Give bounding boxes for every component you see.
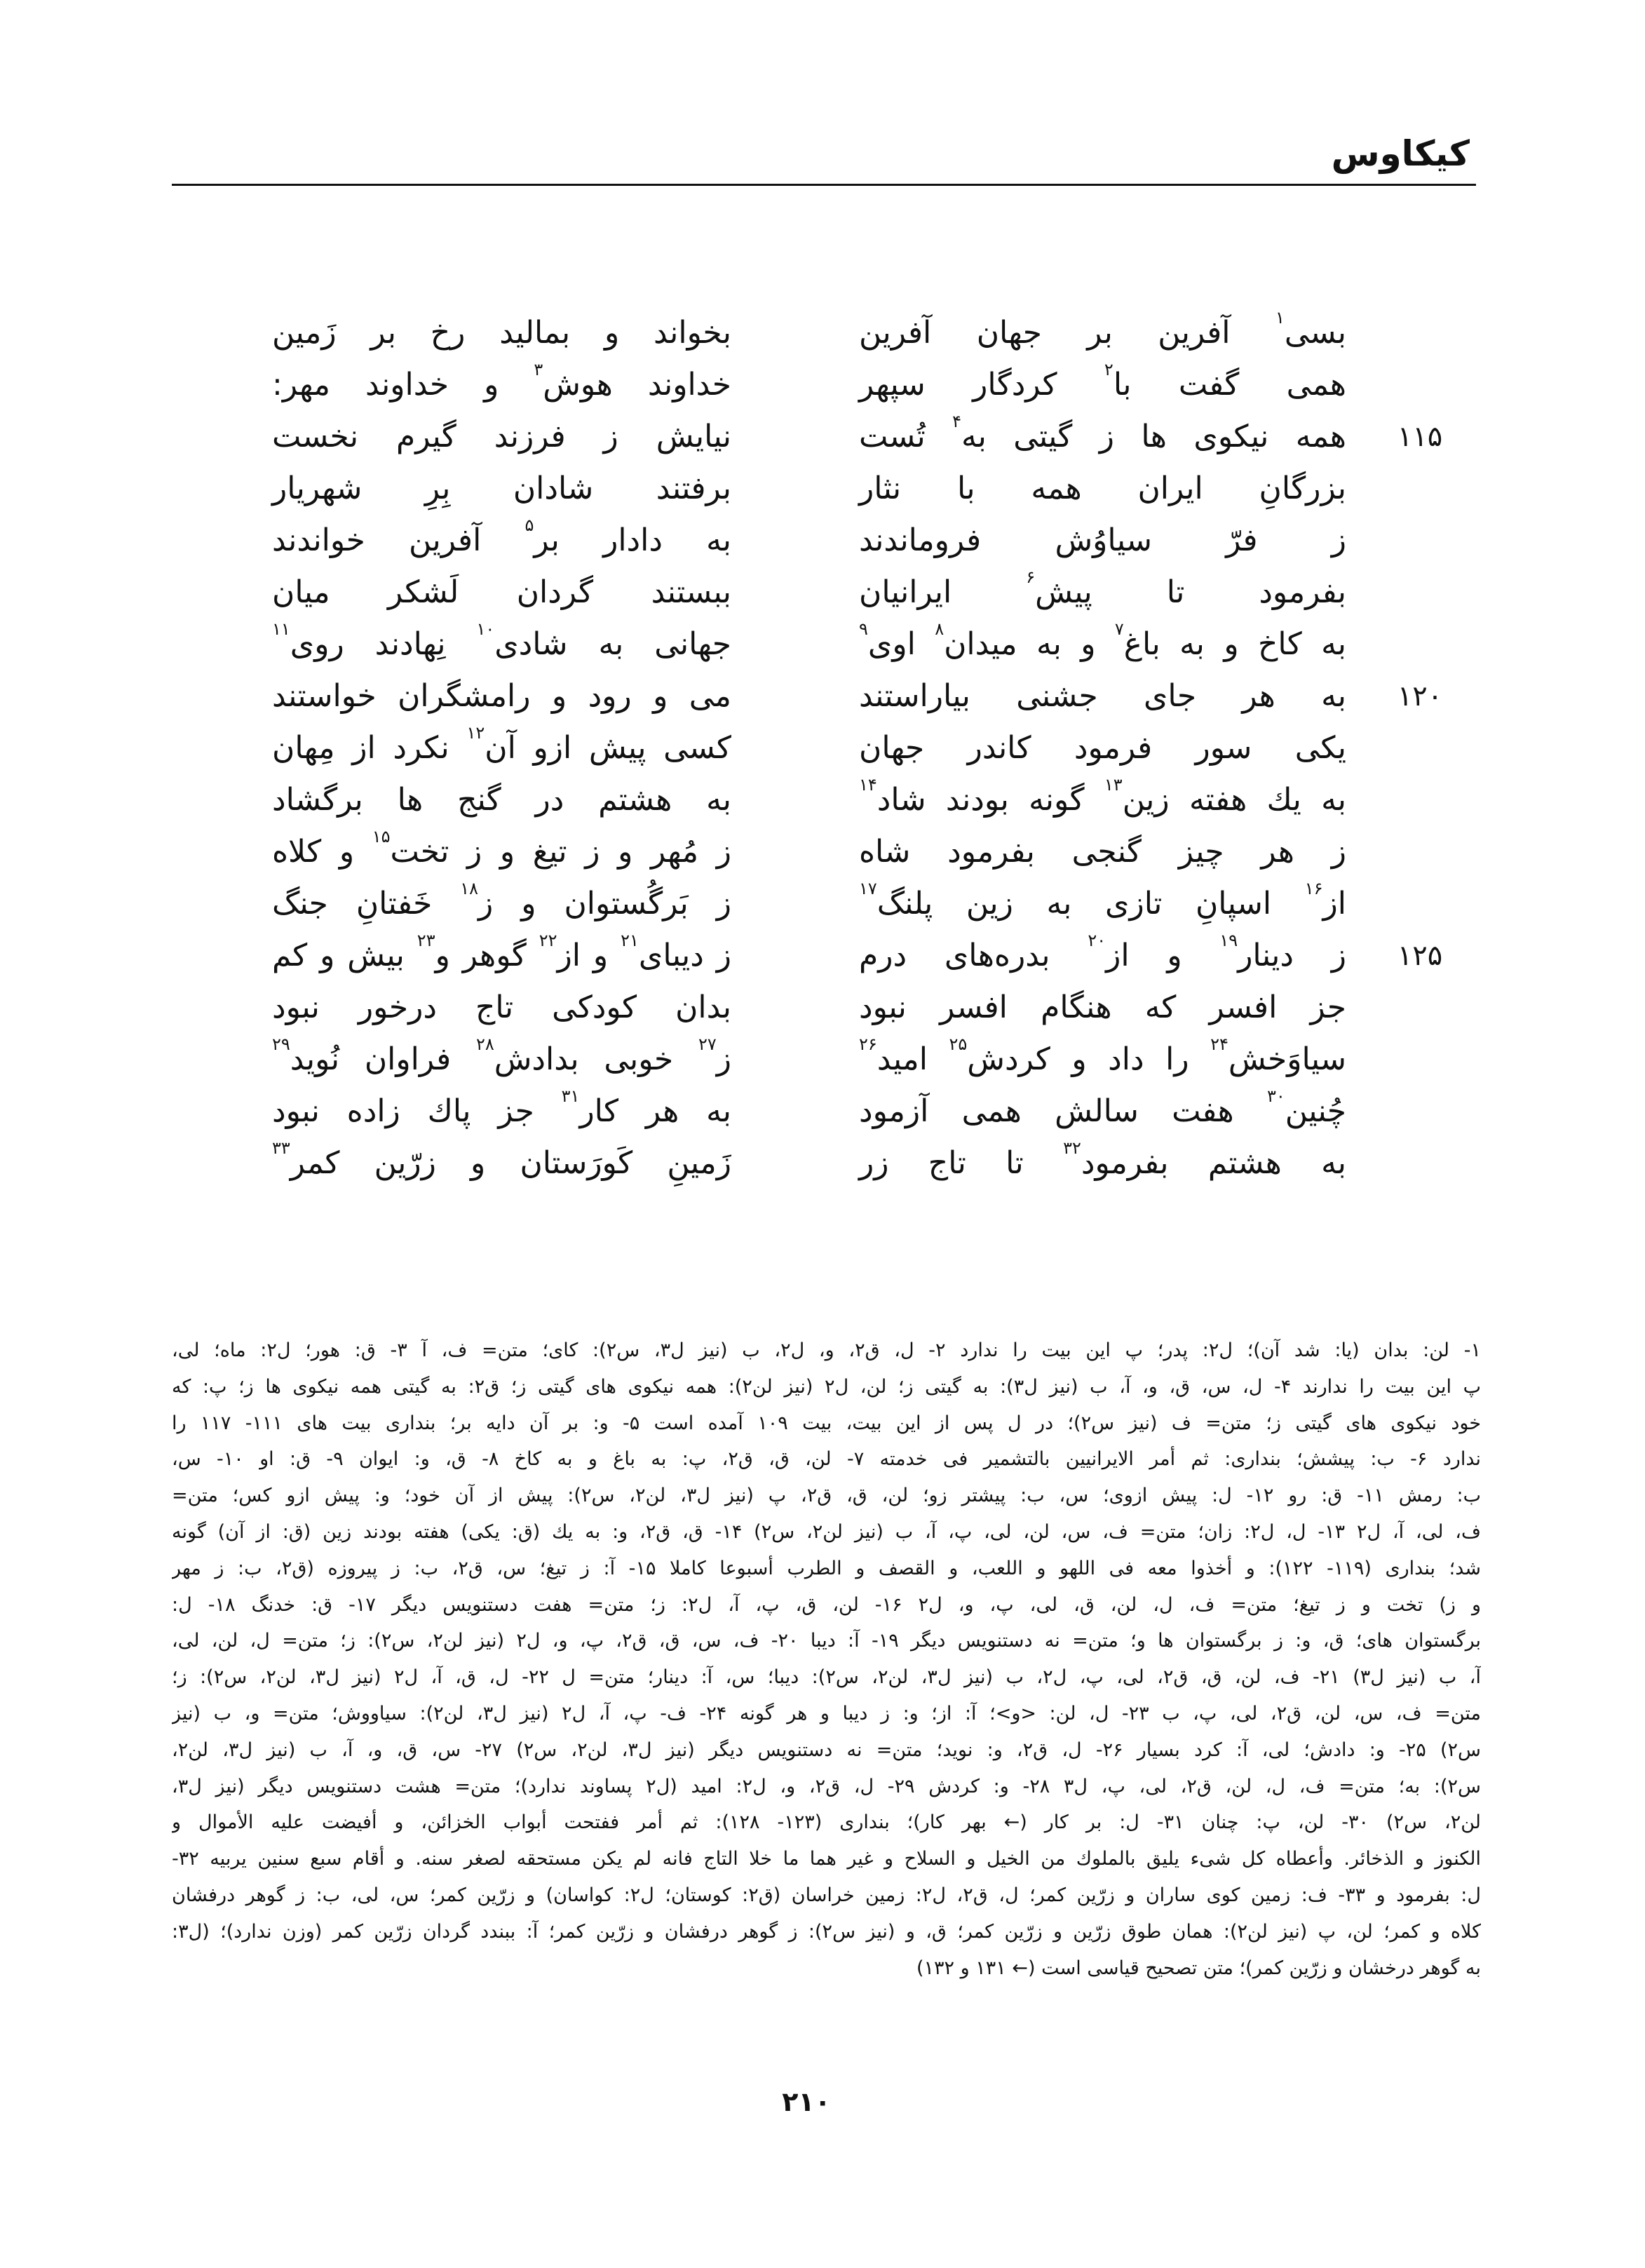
footnotes	[172, 1332, 1481, 1986]
verse-text: به هر کار	[579, 1093, 731, 1129]
footnote-marker: ۲۶	[859, 1034, 877, 1054]
footnote-line: خود نیکوی های گیتی ز؛ متن= ف (نیز س۲)؛ در ل پس از این بیت، بیت ۱۰۹ آمده است ۵- و: بر آن دایه بر؛ بنداری بیت های ۱۱۱- ۱۱۷ را	[172, 1412, 1481, 1434]
footnote-line: ف، لی، آ، ل۲ ۱۳- ل، ل۲: زان؛ متن= ف، س، لن، لی، پ، آ، ب (نیز لن۲، س۲) ۱۴- ق، ق۲، و: به یك (ق: یکی) هفته بودند زین (ق: از آن) گونه	[172, 1520, 1481, 1543]
verse-text: بدان کودکی تاج درخور نبود	[272, 990, 731, 1025]
verse-row	[0, 307, 1645, 359]
verse-text: از	[1322, 886, 1346, 922]
footnote-marker: ۲۷	[698, 1034, 717, 1054]
verse-text: بفرمود تا پیش	[1035, 574, 1347, 610]
verse-row	[0, 359, 1645, 411]
verse-text: اوی	[867, 626, 935, 662]
footnote-line: ندارد ۶- ب: پیشش؛ بنداری: ثم أمر الایرانیین بالتشمیر فی خدمته ۷- لن، ق، ق۲، پ: به باغ و به کاخ ۸- ق، و: ایوان ۹- ق: او ۱۰- س،	[172, 1448, 1481, 1471]
verse-text: تُست	[859, 419, 953, 454]
footnote-marker: ۳۰	[1266, 1086, 1285, 1106]
verse-text: و از	[1106, 938, 1220, 973]
footnote-marker: ۶	[1026, 567, 1036, 587]
footnote-line: ۱- لن: بدان (یا: شد آن)؛ ل۲: پدر؛ پ این بیت را ندارد ۲- ل، ق۲، و، ل۲، ب (نیز ل۳، س۲): کای؛ متن= ف، آ ۳- ق: هور؛ ل۲: ماه؛ لی،	[172, 1339, 1481, 1361]
first-hemistich	[859, 515, 1346, 567]
verse-text: نکرد از مِهان	[272, 730, 467, 766]
verse-text: هفت سالش همی آزمود	[859, 1093, 1267, 1129]
first-hemistich	[859, 619, 1346, 670]
footnote-line: لن۲، س۲) ۳۰- لن، پ: چنان ۳۱- ل: بر کار (← بهر کار)؛ بنداری (۱۲۳- ۱۲۸): ثم أمر ففتحت أبواب الخزائن، و أفیضت علیه الأموال و	[172, 1811, 1481, 1834]
verse-text: خوبی بدادش	[494, 1041, 698, 1077]
first-hemistich	[859, 567, 1346, 619]
footnote-marker: ۴	[952, 412, 961, 431]
verse-row	[0, 930, 1645, 982]
verse-text: سیاوَخش	[1228, 1041, 1347, 1077]
footnote-marker: ۱۹	[1219, 931, 1238, 950]
footnote-marker: ۲۲	[539, 931, 557, 950]
footnote-marker: ۳۱	[561, 1086, 580, 1106]
first-hemistich	[859, 982, 1346, 1034]
verse-row	[0, 567, 1645, 619]
second-hemistich	[272, 878, 731, 930]
second-hemistich	[272, 1086, 731, 1138]
verse-text: تا تاج زر	[859, 1145, 1064, 1181]
footnote-line: به گوهر درخشان و زرّین کمر)؛ متن تصحیح قیاسی است (← ۱۳۱ و ۱۳۲)	[916, 1957, 1481, 1979]
verse-row	[0, 826, 1645, 878]
verse-text: به دادار بر	[534, 522, 731, 558]
footnote-marker: ۲۹	[272, 1034, 290, 1054]
footnote-line: ل: بفرمود و ۳۳- ف: زمین کوی ساران و زرّین کمر؛ ل، ق۲، ل۲: زمین خراسان (ق۲: کوستان؛ ل۲: کواسان) و زرّین کمر؛ س، لی، ب: ز گوهر درفشان	[172, 1884, 1481, 1906]
footnote-marker: ۳۲	[1063, 1138, 1081, 1158]
verse-text: و خداوند مهر:	[272, 367, 534, 403]
first-hemistich	[859, 878, 1346, 930]
verse-text: کردگار سپهر	[859, 367, 1104, 403]
verse-text: اسپانِ تازی به زین پلنگ	[876, 886, 1305, 922]
footnote-marker: ۱۷	[859, 879, 877, 898]
verse-row	[0, 774, 1645, 826]
second-hemistich	[272, 307, 731, 359]
verse-text: فراوان نُوید	[290, 1041, 476, 1077]
footnote-marker: ۱۵	[372, 827, 391, 846]
verse-text: جز افسر که هنگام افسر نبود	[859, 990, 1346, 1025]
verse-text: خَفتانِ جنگ	[272, 886, 461, 922]
second-hemistich	[272, 930, 731, 982]
verse-text: ببستند گردان لَشکر میان	[272, 574, 731, 610]
second-hemistich	[272, 1034, 731, 1086]
verse-text: به یك هفته زین	[1122, 782, 1346, 818]
footnote-line: س۲) ۲۵- و: دادش؛ لی، آ: کرد بسیار ۲۶- ل، ق۲، و: نوید؛ متن= نه دستنویس دیگر (نیز ل۳، لن۲، س۲) ۲۷- س، ق، و، آ، ب (نیز ل۳، لن۲،	[172, 1739, 1481, 1761]
verse-text: برفتند شادان بِرِ شهریار	[272, 471, 731, 506]
footnote-marker: ۳۳	[272, 1138, 290, 1158]
verse-text: ز دیبای	[638, 938, 731, 973]
footnote-marker: ۱	[1275, 308, 1285, 328]
footnote-marker: ۱۱	[272, 619, 290, 639]
second-hemistich	[272, 722, 731, 774]
verse-text: ز فرّ سیاوُش فروماندند	[859, 522, 1346, 558]
footnote-marker: ۱۳	[1104, 775, 1123, 795]
footnote-marker: ۲۵	[949, 1034, 968, 1054]
footnote-marker: ۱۸	[460, 879, 479, 898]
first-hemistich	[859, 930, 1346, 982]
verse-line-number: ۱۱۵	[1397, 421, 1443, 453]
verse-text: بیش و کم	[272, 938, 417, 973]
footnote-line: الکنوز و الذخائر. وأعطاه کل شیء یلیق بالملوك من الخیل و السلاح و غیر هما ما خلا التاج فانه لم یکن مستحقه لصغر سنه. و أقام سبع سنین یربیه ۳۲-	[172, 1848, 1481, 1870]
verse-text: زَمینِ کَورَستان و زرّین کمر	[290, 1145, 731, 1181]
footnote-marker: ۸	[935, 619, 945, 639]
first-hemistich	[859, 1138, 1346, 1189]
verse-text: را داد و کردش	[967, 1041, 1211, 1077]
verse-row	[0, 1086, 1645, 1138]
verse-row	[0, 878, 1645, 930]
verse-text: ز هر چیز گنجی بفرمود شاه	[859, 834, 1346, 870]
second-hemistich	[272, 982, 731, 1034]
verse-text: جهانی به شادی	[494, 626, 732, 662]
verse-text: بخواند و بمالید رخ بر زَمین	[272, 315, 731, 351]
verse-text: چُنین	[1285, 1093, 1346, 1129]
verse-text: یکی سور فرمود کاندر جهان	[859, 730, 1346, 766]
verse-text: نیایش ز فرزند گیرم نخست	[272, 419, 731, 454]
first-hemistich	[859, 1086, 1346, 1138]
verse-text: ز دینار	[1238, 938, 1346, 973]
verse-text: جز پاك زاده نبود	[272, 1093, 562, 1129]
verse-text: ز	[716, 1041, 731, 1077]
footnote-marker: ۵	[524, 515, 534, 535]
footnote-line: کلاه و کمر؛ لن، پ (نیز لن۲): همان طوق زرّین و زرّین کمر؛ ق، و (نیز س۲): ز گوهر درفشان و زرّین کمر؛ آ: ببندد گردان زرّین کمر (وزن ندارد)؛ (ل۳:	[172, 1920, 1481, 1943]
verse-row	[0, 982, 1645, 1034]
verse-text: و از	[557, 938, 621, 973]
second-hemistich	[272, 567, 731, 619]
second-hemistich	[272, 359, 731, 411]
footnote-line: ب: رمش ۱۱- ق: رو ۱۲- ل: پیش ازوی؛ س، ب: پیشتر زو؛ لن، ق، ق۲، پ (نیز ل۳، لن۲، س۲): پیش از آن خود؛ و: پیش ازو کس؛ متن=	[172, 1485, 1481, 1507]
verse-row	[0, 722, 1645, 774]
page-number: ۲۱۰	[782, 2086, 831, 2117]
footnote-marker: ۲۳	[417, 931, 435, 950]
verse-text: همی گفت با	[1113, 367, 1346, 403]
footnote-marker: ۳	[534, 360, 543, 379]
verse-text: ایرانیان	[859, 574, 1027, 610]
second-hemistich	[272, 463, 731, 515]
verse-text: گوهر و	[435, 938, 539, 973]
footnote-marker: ۱۶	[1304, 879, 1323, 898]
second-hemistich	[272, 619, 731, 670]
footnote-marker: ۲	[1104, 360, 1113, 379]
verse-text: ز بَرگُستوان و ز	[478, 886, 731, 922]
verse-text: به کاخ و به باغ	[1123, 626, 1346, 662]
verse-text: می و رود و رامشگران خواستند	[272, 678, 731, 714]
verse-text: به هشتم بفرمود	[1081, 1145, 1346, 1181]
second-hemistich	[272, 670, 731, 722]
footnote-line: شد؛ بنداری (۱۱۹- ۱۲۲): و أخذوا معه فی اللهو و اللعب، و القصف و الطرب أسبوعا کاملا ۱۵- آ: ز تیغ؛ س، ق۲، ب: ز پیروزه (ق۲، ب: ز مهر	[172, 1557, 1481, 1579]
verse-text: و کلاه	[272, 834, 372, 870]
verse-text: و به میدان	[944, 626, 1115, 662]
second-hemistich	[272, 515, 731, 567]
first-hemistich	[859, 826, 1346, 878]
second-hemistich	[272, 774, 731, 826]
verse-text: گونه بودند شاد	[876, 782, 1104, 818]
first-hemistich	[859, 359, 1346, 411]
verse-text: به هر جای جشنی بیاراستند	[859, 678, 1346, 714]
footnote-marker: ۲۰	[1088, 931, 1106, 950]
second-hemistich	[272, 826, 731, 878]
first-hemistich	[859, 722, 1346, 774]
footnote-line: پ این بیت را ندارند ۴- ل، س، ق، و، آ، ب (نیز ل۳): به گیتی ز؛ لن، ل۲ (نیز لن۲): همه نیکوی های گیتی ز؛ ق۲: به گیتی همه نیکوی ها ز؛ پ: که	[172, 1375, 1481, 1398]
verse-row	[0, 515, 1645, 567]
verse-row	[0, 1138, 1645, 1189]
verse-text: آفرین بر جهان آفرین	[859, 315, 1275, 351]
verse-text: نِهادند روی	[290, 626, 477, 662]
footnote-line: آ، ب (نیز ل۳) ۲۱- ف، لن، ق، ق۲، لی، پ، ل۲، ب (نیز ل۳، لن۲، س۲): دیبا؛ س، آ: دینار؛ متن= ل ۲۲- ل، ق، آ، ل۲ (نیز ل۳، لن۲، س۲): ز؛	[172, 1666, 1481, 1689]
verse-text: همه نیکوی ها ز گیتی به	[961, 419, 1346, 454]
footnote-marker: ۲۱	[621, 931, 639, 950]
footnote-marker: ۲۸	[475, 1034, 494, 1054]
footnote-marker: ۹	[859, 619, 868, 639]
verse-text: بزرگانِ ایران همه با نثار	[859, 471, 1346, 506]
verse-text: به هشتم در گنج ها برگشاد	[272, 782, 731, 818]
verse-text: خداوند هوش	[543, 367, 731, 403]
second-hemistich	[272, 411, 731, 463]
verse-row	[0, 670, 1645, 722]
first-hemistich	[859, 670, 1346, 722]
footnote-marker: ۱۲	[466, 723, 485, 743]
first-hemistich	[859, 463, 1346, 515]
verse-text: کسی پیش ازو آن	[485, 730, 731, 766]
footnote-line: س۲): به؛ متن= ف، ل، لن، ق۲، لی، پ، ل۳ ۲۸- و: کردش ۲۹- ل، ق۲، و، ل۲: امید (ل۲ پساوند ندارد)؛ متن= هشت دستنویس دیگر (نیز ل۳،	[172, 1775, 1481, 1797]
footnote-line: برگستوان های؛ ق، و: ز برگستوان ها و؛ متن= نه دستنویس دیگر ۱۹- آ: دیبا ۲۰- ف، س، ق، ق۲، پ، و، ل۲ (نیز لن۲، س۲): ز؛ متن= ل، لن، لی،	[172, 1630, 1481, 1652]
footnote-marker: ۱۰	[476, 619, 495, 639]
verse-text: بدره‌های درم	[859, 938, 1088, 973]
verse-line-number: ۱۲۰	[1397, 680, 1443, 713]
first-hemistich	[859, 411, 1346, 463]
verse-row	[0, 463, 1645, 515]
first-hemistich	[859, 774, 1346, 826]
footnote-line: و ز) تخت و ز تیغ؛ متن= ف، ل، لن، ق، لی، پ، و، ل۲ ۱۶- لن، ق، پ، آ، ل۲: ز؛ متن= هفت دستنویس دیگر ۱۷- ق: خدنگ ۱۸- ل:	[172, 1593, 1481, 1616]
header-rule	[172, 184, 1476, 186]
verse-text: آفرین خواندند	[272, 522, 525, 558]
footnote-line: متن= ف، س، لن، ق۲، لی، پ، ب ۲۳- ل، لن: <و>؛ آ: از؛ و: ز دیبا و هر گونه ۲۴- ف- پ، آ، ل۲ (نیز ل۳، لن۲): سیاووش؛ متن= و، ب (نیز	[172, 1702, 1481, 1724]
footnote-marker: ۱۴	[859, 775, 877, 795]
footnote-marker: ۷	[1114, 619, 1124, 639]
first-hemistich	[859, 307, 1346, 359]
verse-text: بسی	[1284, 315, 1346, 351]
verse-text: امید	[876, 1041, 949, 1077]
verse-text: ز مُهر و ز تیغ و ز تخت	[390, 834, 731, 870]
verse-row	[0, 411, 1645, 463]
verse-row	[0, 619, 1645, 670]
second-hemistich	[272, 1138, 731, 1189]
verse-line-number: ۱۲۵	[1397, 940, 1443, 972]
first-hemistich	[859, 1034, 1346, 1086]
running-header-title: کیکاوس	[1331, 133, 1470, 174]
verse-row	[0, 1034, 1645, 1086]
footnote-marker: ۲۴	[1210, 1034, 1228, 1054]
